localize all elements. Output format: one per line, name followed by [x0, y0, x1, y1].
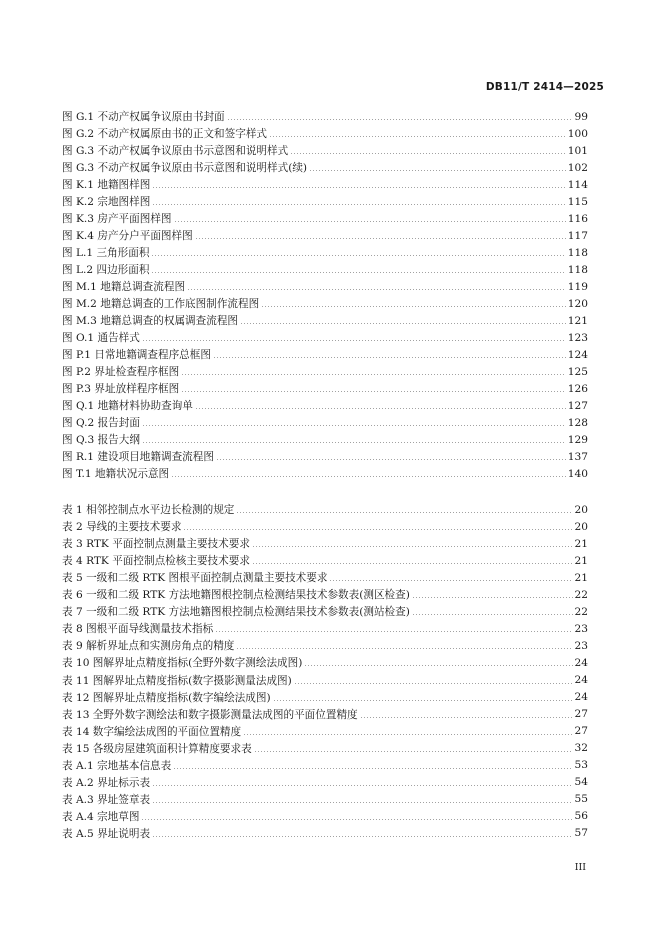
toc-entry-label: 图 P.2 界址检查程序框图 [62, 366, 180, 378]
toc-entry-page: 24 [574, 691, 588, 704]
toc-leader-dots [227, 119, 573, 120]
toc-leader-dots [294, 683, 573, 684]
toc-entry-page: 27 [574, 708, 588, 721]
toc-entry[interactable] [62, 244, 588, 261]
toc-entry-label: 图 R.1 建设项目地籍调查流程图 [62, 451, 214, 463]
toc-leader-dots [173, 768, 572, 769]
toc-entry-page: 22 [574, 605, 588, 618]
toc-leader-dots [171, 476, 566, 477]
toc-entry[interactable] [62, 431, 588, 448]
toc-entry-page: 115 [567, 195, 588, 208]
toc-entry-label: 表 13 全野外数字测绘法和数字摄影测量法成图的平面位置精度 [62, 708, 358, 721]
toc-entry-label: 图 G.2 不动产权属原由书的正文和签字样式 [62, 128, 268, 140]
toc-entry-label: 表 A.3 界址签章表 [62, 793, 151, 806]
toc-entry[interactable] [62, 825, 588, 842]
toc-entry-page: 118 [567, 246, 588, 259]
toc-entry-label: 图 T.1 地籍状况示意图 [62, 468, 170, 480]
toc-leader-dots [142, 340, 566, 341]
toc-leader-dots [151, 255, 565, 256]
toc-leader-dots [412, 614, 573, 615]
toc-entry-page: 54 [574, 776, 588, 789]
toc-entry-page: 20 [574, 503, 588, 516]
toc-entry[interactable] [62, 176, 588, 193]
toc-entry[interactable] [62, 654, 588, 671]
toc-entry-label: 表 8 图根平面导线测量技术指标 [62, 623, 214, 636]
toc-leader-dots [360, 717, 573, 718]
toc-entry-page: 24 [574, 674, 588, 686]
toc-entry[interactable] [62, 535, 588, 552]
toc-leader-dots [290, 153, 566, 154]
toc-entry[interactable] [62, 346, 588, 363]
toc-entry-label: 表 12 图解界址点精度指标(数字编绘法成图) [62, 691, 271, 704]
toc-leader-dots [174, 221, 566, 222]
toc-leader-dots [412, 597, 573, 598]
toc-leader-dots [195, 238, 566, 239]
toc-leader-dots [213, 357, 566, 358]
toc-entry[interactable] [62, 603, 588, 620]
toc-entry-page: 124 [567, 348, 588, 361]
toc-entry-label: 表 1 相邻控制点水平边长检测的规定 [62, 504, 235, 516]
toc-leader-dots [309, 170, 566, 171]
toc-entry-label: 图 K.4 房产分户平面图样图 [62, 230, 193, 242]
toc-entry-page: 21 [574, 554, 588, 567]
toc-entry-label: 表 15 各级房屋建筑面积计算精度要求表 [62, 742, 252, 755]
toc-entry[interactable] [62, 278, 588, 295]
toc-entry-page: 22 [574, 588, 588, 601]
toc-entry[interactable] [62, 774, 588, 791]
toc-entry[interactable] [62, 569, 588, 586]
toc-entry[interactable] [62, 397, 588, 414]
toc-entry[interactable] [62, 518, 588, 535]
toc-entry[interactable] [62, 363, 588, 380]
toc-entry[interactable] [62, 380, 588, 397]
toc-entry-label: 表 11 图解界址点精度指标(数字摄影测量法成图) [62, 674, 292, 687]
toc-leader-dots [240, 323, 566, 324]
toc-entry-label: 图 Q.3 报告大纲 [62, 434, 140, 446]
toc-entry-page: 125 [567, 365, 588, 378]
toc-leader-dots [152, 836, 572, 837]
toc-entry-label: 表 6 一级和二级 RTK 方法地籍图根控制点检测结果技术参数表(测区检查) [62, 589, 410, 602]
toc-leader-dots [252, 546, 573, 547]
toc-leader-dots [243, 734, 572, 735]
toc-entry-page: 21 [574, 571, 588, 584]
toc-leader-dots [152, 204, 565, 205]
toc-entry[interactable] [62, 125, 588, 142]
toc-leader-dots [151, 272, 565, 273]
toc-leader-dots [142, 442, 566, 443]
toc-entry-label: 图 G.3 不动产权属争议原由书示意图和说明样式(续) [62, 162, 308, 174]
toc-entry[interactable] [62, 791, 588, 808]
toc-entry[interactable] [62, 465, 588, 482]
toc-entry-page: 23 [574, 622, 588, 635]
toc-leader-dots [152, 802, 572, 803]
toc-entry-page: 126 [567, 382, 588, 395]
toc-entry-page: 102 [567, 161, 588, 174]
toc-entry-label: 图 K.2 宗地图样图 [62, 196, 151, 208]
toc-entry-label: 图 Q.2 报告封面 [62, 417, 140, 429]
toc-leader-dots [216, 459, 566, 460]
toc-entry[interactable] [62, 329, 588, 346]
toc-entry[interactable] [62, 706, 588, 723]
toc-entry[interactable] [62, 210, 588, 227]
toc-leader-dots [141, 819, 572, 820]
toc-entry-label: 图 M.2 地籍总调查的工作底图制作流程图 [62, 298, 260, 310]
toc-entry-page: 23 [574, 639, 588, 652]
toc-leader-dots [254, 751, 573, 752]
toc-entry-page: 27 [574, 725, 588, 738]
toc-entry[interactable] [62, 193, 588, 210]
toc-entry-page: 55 [574, 793, 588, 806]
toc-entry-label: 表 4 RTK 平面控制点检核主要技术要求 [62, 555, 250, 568]
toc-entry-label: 表 7 一级和二级 RTK 方法地籍图根控制点检测结果技术参数表(测站检查) [62, 606, 410, 619]
toc-entry[interactable] [62, 808, 588, 825]
toc-entry-page: 21 [574, 537, 588, 550]
toc-entry-label: 图 Q.1 地籍材料协助查询单 [62, 400, 193, 412]
toc-entry-page: 56 [574, 810, 588, 823]
toc-entry-label: 图 P.1 日常地籍调查程序总框图 [62, 349, 211, 361]
toc-entry-label: 表 9 解析界址点和实测房角点的精度 [62, 640, 235, 653]
toc-entry-label: 图 K.3 房产平面图样图 [62, 213, 172, 225]
toc-entry[interactable] [62, 740, 588, 757]
toc-leader-dots [183, 529, 572, 530]
toc-entry[interactable] [62, 689, 588, 706]
toc-entry[interactable] [62, 448, 588, 465]
toc-leader-dots [269, 136, 566, 137]
toc-entry-page: 123 [567, 331, 588, 344]
toc-leader-dots [152, 785, 572, 786]
toc-entry-label: 图 L.1 三角形面积 [62, 247, 150, 259]
toc-entry-page: 116 [567, 212, 588, 225]
toc-entry-page: 53 [574, 759, 588, 772]
toc-leader-dots [215, 631, 572, 632]
toc-entry[interactable] [62, 312, 588, 329]
toc-entry-page: 140 [567, 467, 588, 480]
toc-entry-label: 表 A.2 界址标示表 [62, 776, 151, 789]
toc-entry-page: 101 [567, 144, 588, 157]
toc-leader-dots [187, 289, 566, 290]
toc-entry-page: 99 [574, 110, 588, 123]
toc-entry-page: 119 [567, 280, 588, 293]
toc-leader-dots [152, 187, 565, 188]
toc-leader-dots [273, 700, 573, 701]
toc-entry[interactable] [62, 142, 588, 159]
toc-leader-dots [261, 306, 566, 307]
toc-entry-label: 图 M.3 地籍总调查的权属调查流程图 [62, 315, 239, 327]
toc-leader-dots [181, 391, 566, 392]
toc-leader-dots [236, 512, 572, 513]
toc-entry-label: 图 O.1 通告样式 [62, 332, 140, 344]
toc-entry-page: 121 [567, 314, 588, 327]
toc-leader-dots [304, 665, 572, 666]
toc-entry[interactable] [62, 414, 588, 431]
toc-entry[interactable] [62, 620, 588, 637]
toc-entry-label: 图 K.1 地籍图样图 [62, 179, 151, 191]
toc-entry-label: 表 2 导线的主要技术要求 [62, 521, 182, 534]
toc-entry[interactable] [62, 672, 588, 689]
toc-entry[interactable] [62, 552, 588, 569]
toc-entry-page: 137 [567, 450, 588, 463]
toc-entry-page: 117 [567, 229, 588, 242]
toc-entry-page: 32 [574, 742, 588, 755]
toc-leader-dots [252, 563, 573, 564]
toc-entry-label: 图 M.1 地籍总调查流程图 [62, 281, 186, 293]
toc-leader-dots [181, 374, 566, 375]
toc-entry-label: 表 A.5 界址说明表 [62, 827, 151, 840]
toc-entry-label: 图 G.3 不动产权属争议原由书示意图和说明样式 [62, 145, 289, 157]
toc-entry[interactable] [62, 757, 588, 774]
toc-entry-page: 100 [567, 127, 588, 140]
page-number: III [574, 862, 586, 873]
toc-entry-label: 表 A.4 宗地草图 [62, 810, 140, 823]
toc-entry[interactable] [62, 159, 588, 176]
toc-entry[interactable] [62, 586, 588, 603]
toc-leader-dots [195, 408, 566, 409]
toc-leader-dots [142, 425, 566, 426]
toc-entry-page: 20 [574, 520, 588, 533]
toc-entry-page: 127 [567, 399, 588, 412]
toc-entry[interactable] [62, 295, 588, 312]
toc-entry-page: 114 [567, 178, 588, 191]
toc-entry-label: 表 10 图解界址点精度指标(全野外数字测绘法成图) [62, 657, 303, 670]
page-header-code: DB11/T 2414—2025 [485, 81, 604, 93]
toc-entry-label: 表 A.1 宗地基本信息表 [62, 759, 172, 772]
toc-entry[interactable] [62, 723, 588, 740]
toc-entry-page: 120 [567, 297, 588, 310]
toc-entry-label: 表 3 RTK 平面控制点测量主要技术要求 [62, 538, 250, 551]
toc-entry-page: 118 [567, 263, 588, 276]
toc-entry-label: 图 L.2 四边形面积 [62, 264, 150, 276]
toc-entry[interactable] [62, 637, 588, 654]
toc-entry-label: 表 14 数字编绘法成图的平面位置精度 [62, 725, 242, 738]
toc-leader-dots [329, 580, 572, 581]
toc-leader-dots [236, 648, 572, 649]
toc-entry[interactable] [62, 501, 588, 518]
toc-entry[interactable] [62, 108, 588, 125]
toc-entry-label: 图 P.3 界址放样程序框图 [62, 383, 180, 395]
toc-entry-page: 24 [574, 656, 588, 669]
toc-entry[interactable] [62, 261, 588, 278]
toc-entry[interactable] [62, 227, 588, 244]
toc-entry-page: 129 [567, 433, 588, 446]
toc-entry-label: 图 G.1 不动产权属争议原由书封面 [62, 111, 225, 123]
toc-entry-label: 表 5 一级和二级 RTK 图根平面控制点测量主要技术要求 [62, 572, 328, 585]
toc-entry-page: 128 [567, 416, 588, 429]
toc-entry-page: 57 [574, 827, 588, 840]
